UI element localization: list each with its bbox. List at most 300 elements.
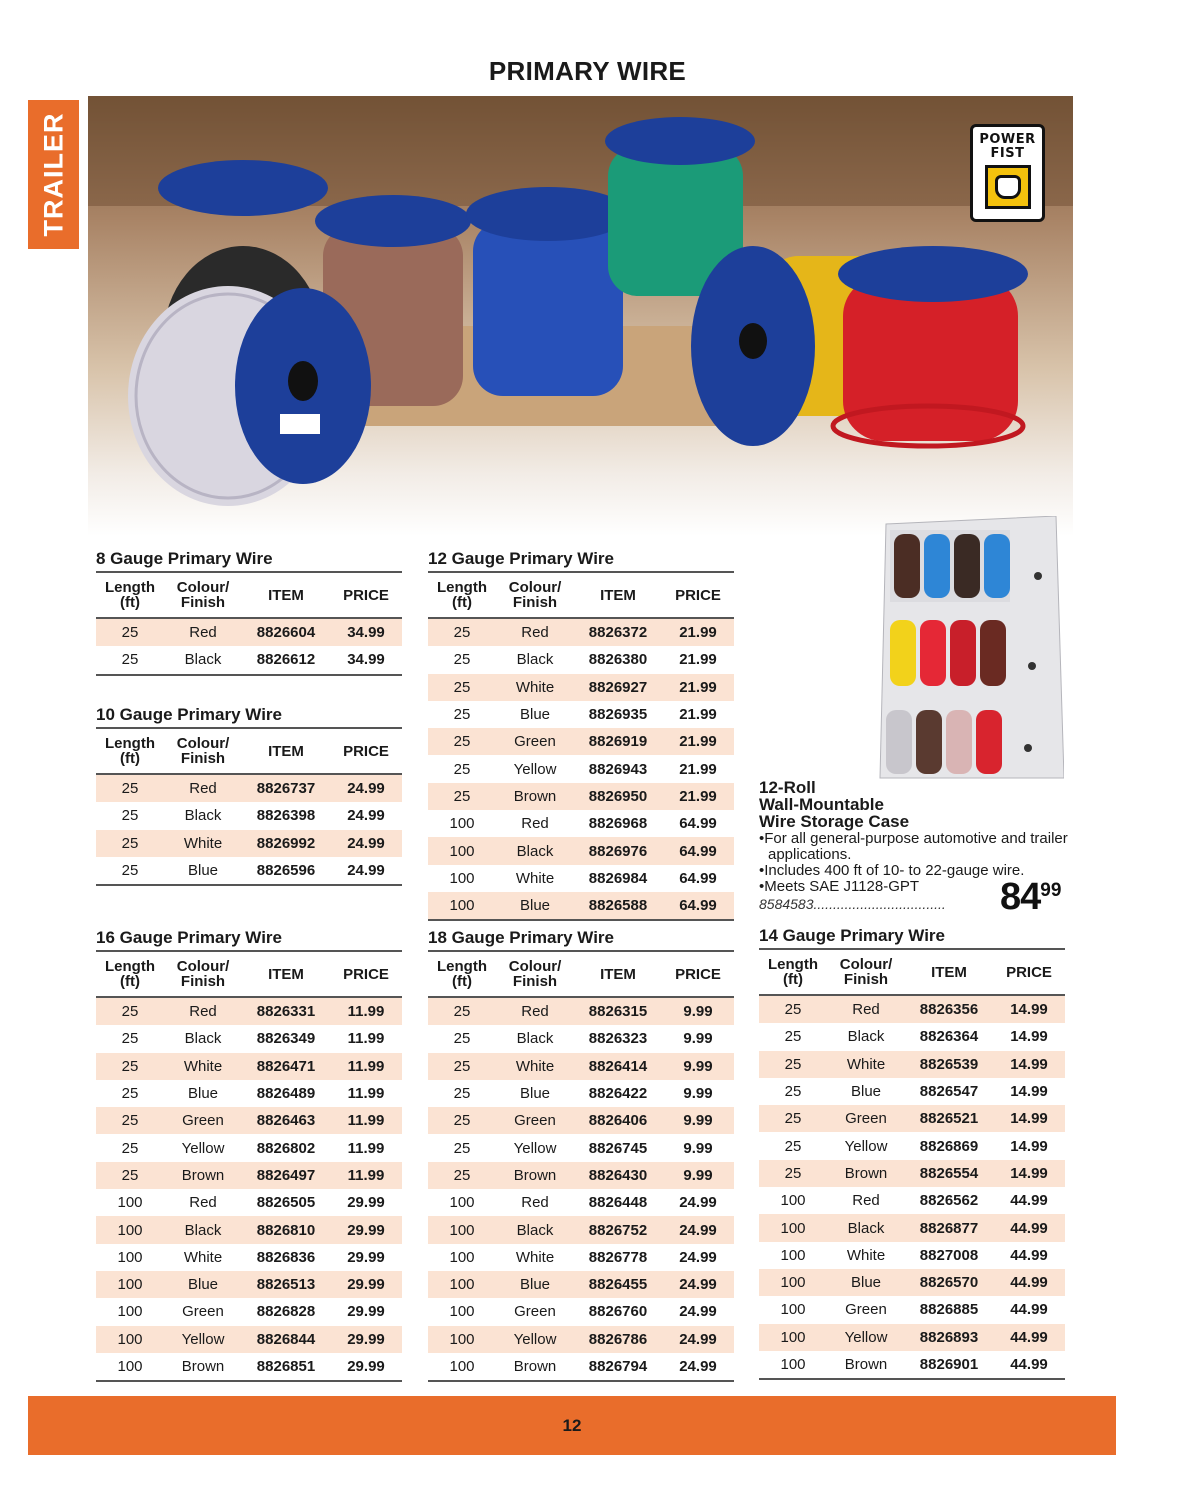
cell-item-number: 8826406 (588, 1112, 648, 1130)
cell-item-number: 8826398 (256, 807, 316, 825)
cell-price: 9.99 (683, 1003, 713, 1021)
cell-length: 25 (453, 1030, 471, 1048)
cell-price: 64.99 (679, 842, 717, 860)
table-body (96, 619, 402, 676)
table-row (428, 1298, 734, 1325)
cell-length: 100 (449, 897, 475, 915)
table-row (96, 1216, 402, 1243)
table-row (759, 1324, 1065, 1351)
cell-price: 9.99 (683, 1166, 713, 1184)
cell-colour: Blue (519, 1276, 551, 1294)
cell-price: 14.99 (1010, 1110, 1048, 1128)
cell-item-number: 8826364 (919, 1028, 979, 1046)
hero-product-photo (88, 96, 1073, 536)
cell-price: 29.99 (347, 1194, 385, 1212)
header-item: ITEM (931, 963, 967, 981)
cell-colour: Brown (844, 1356, 888, 1373)
cell-colour: Black (184, 807, 222, 825)
cell-length: 25 (121, 1139, 139, 1157)
cell-colour: Red (852, 1192, 880, 1210)
cell-colour: White (515, 869, 555, 887)
cell-length: 25 (121, 1166, 139, 1184)
cell-length: 100 (117, 1221, 143, 1239)
table-body (96, 998, 402, 1382)
cell-price: 9.99 (683, 1112, 713, 1130)
table-row (96, 1271, 402, 1298)
table-row (428, 1326, 734, 1353)
cell-length: 25 (121, 834, 139, 852)
cell-price: 44.99 (1010, 1274, 1048, 1292)
cell-length: 25 (453, 651, 471, 669)
price-cents: 99 (1040, 880, 1062, 901)
cell-price: 64.99 (679, 869, 717, 887)
cell-length: 25 (453, 787, 471, 805)
cell-item-number: 8826554 (919, 1164, 979, 1182)
cell-price: 11.99 (347, 1085, 385, 1103)
header-colour: Colour/ Finish (176, 579, 230, 611)
cell-price: 9.99 (683, 1139, 713, 1157)
table-row (428, 1216, 734, 1243)
cell-length: 25 (121, 807, 139, 825)
cell-item-number: 8826380 (588, 651, 648, 669)
cell-colour: Red (521, 1194, 549, 1212)
cell-length: 25 (121, 1003, 139, 1021)
table-row (759, 1105, 1065, 1132)
cell-length: 25 (453, 1139, 471, 1157)
cell-length: 100 (117, 1358, 143, 1375)
cell-length: 100 (780, 1274, 806, 1292)
cell-colour: Brown (513, 1358, 557, 1375)
header-colour: Colour/ Finish (176, 735, 230, 767)
table-row (428, 1080, 734, 1107)
cell-item-number: 8826836 (256, 1248, 316, 1266)
cell-price: 64.99 (679, 815, 717, 833)
cell-item-number: 8826612 (256, 651, 316, 669)
cell-length: 25 (453, 1166, 471, 1184)
cell-price: 44.99 (1010, 1219, 1048, 1237)
cell-item-number: 8826828 (256, 1303, 316, 1321)
cell-colour: Green (514, 733, 556, 751)
table-18-gauge (428, 926, 734, 1382)
brand-line-2: FIST (990, 146, 1025, 161)
table-row (759, 1023, 1065, 1050)
cell-length: 100 (449, 1358, 475, 1375)
cell-colour: Black (184, 1030, 222, 1048)
table-row (96, 1107, 402, 1134)
cell-item-number: 8826521 (919, 1110, 979, 1128)
header-colour: Colour/ Finish (508, 579, 562, 611)
cell-item-number: 8826877 (919, 1219, 979, 1237)
cell-colour: Red (189, 780, 217, 798)
cell-item-number: 8826786 (588, 1330, 648, 1348)
table-row (759, 1160, 1065, 1187)
cell-price: 14.99 (1010, 1083, 1048, 1101)
table-row (96, 1244, 402, 1271)
cell-price: 21.99 (679, 760, 717, 778)
cell-item-number: 8826448 (588, 1194, 648, 1212)
cell-length: 100 (117, 1248, 143, 1266)
cell-length: 25 (784, 1055, 802, 1073)
cell-length: 25 (453, 706, 471, 724)
cell-length: 25 (453, 1112, 471, 1130)
cell-colour: Black (847, 1219, 885, 1237)
table-row (428, 646, 734, 673)
cell-colour: Yellow (844, 1328, 888, 1346)
cell-colour: Green (182, 1112, 224, 1130)
cell-item-number: 8826760 (588, 1303, 648, 1321)
cell-colour: Brown (513, 1166, 557, 1184)
feature-bullet: • Includes 400 ft of 10- to 22-gauge wire. (759, 863, 1069, 879)
table-10-gauge (96, 703, 402, 886)
cell-length: 100 (449, 1303, 475, 1321)
cell-item-number: 8826984 (588, 869, 648, 887)
cell-length: 100 (780, 1301, 806, 1319)
cell-colour: Red (521, 1003, 549, 1021)
cell-colour: Brown (181, 1166, 225, 1184)
header-length: Length (ft) (105, 958, 155, 990)
cell-colour: Red (521, 624, 549, 642)
cell-item-number: 8826497 (256, 1166, 316, 1184)
price-dollars: 84 (1000, 876, 1041, 918)
table-title: 8 Gauge Primary Wire (96, 547, 402, 573)
fist-icon (985, 165, 1031, 209)
cell-price: 24.99 (679, 1358, 717, 1375)
cell-price: 24.99 (347, 780, 385, 798)
table-row (428, 810, 734, 837)
cell-colour: White (846, 1246, 886, 1264)
cell-item-number: 8826455 (588, 1276, 648, 1294)
cell-colour: Red (189, 624, 217, 642)
leader-dots: .................................. (813, 896, 946, 912)
cell-length: 25 (784, 1028, 802, 1046)
cell-item-number: 8826315 (588, 1003, 648, 1021)
cell-colour: Yellow (513, 1330, 557, 1348)
cell-item-number: 8826489 (256, 1085, 316, 1103)
cell-length: 100 (449, 815, 475, 833)
table-header (759, 950, 1065, 996)
cell-item-number: 8826471 (256, 1057, 316, 1075)
table-row (96, 802, 402, 829)
table-row (96, 1134, 402, 1161)
table-row (428, 1107, 734, 1134)
wire-spools-illustration (88, 96, 1073, 536)
cell-item-number: 8826752 (588, 1221, 648, 1239)
cell-colour: Brown (181, 1358, 225, 1375)
cell-price: 29.99 (347, 1303, 385, 1321)
cell-item-number: 8826604 (256, 624, 316, 642)
section-tab-label: TRAILER (38, 112, 68, 237)
table-row (428, 1134, 734, 1161)
cell-price: 11.99 (347, 1030, 385, 1048)
table-body (759, 996, 1065, 1380)
header-length: Length (ft) (105, 735, 155, 767)
cell-colour: Black (516, 651, 554, 669)
cell-item-number: 8826356 (919, 1001, 979, 1019)
cell-colour: Blue (187, 862, 219, 880)
cell-length: 100 (117, 1330, 143, 1348)
storage-case-title-1: 12-Roll (759, 778, 816, 797)
cell-price: 24.99 (679, 1276, 717, 1294)
table-12-gauge (428, 547, 734, 921)
table-row (96, 1353, 402, 1380)
table-row (428, 1271, 734, 1298)
cell-colour: Yellow (181, 1139, 225, 1157)
feature-bullet: • For all general-purpose automotive and trailer applications. (759, 831, 1069, 863)
cell-price: 11.99 (347, 1057, 385, 1075)
table-row (428, 755, 734, 782)
cell-length: 25 (784, 1083, 802, 1101)
cell-colour: Yellow (181, 1330, 225, 1348)
cell-price: 24.99 (679, 1194, 717, 1212)
cell-colour: Black (516, 1030, 554, 1048)
cell-item-number: 8826323 (588, 1030, 648, 1048)
cell-length: 25 (121, 624, 139, 642)
cell-length: 100 (780, 1356, 806, 1373)
cell-length: 25 (121, 780, 139, 798)
cell-item-number: 8826588 (588, 897, 648, 915)
header-item: ITEM (268, 965, 304, 983)
cell-length: 25 (453, 624, 471, 642)
header-price: PRICE (343, 965, 389, 983)
cell-colour: Black (516, 1221, 554, 1239)
header-price: PRICE (675, 965, 721, 983)
table-row (759, 1187, 1065, 1214)
cell-item-number: 8826596 (256, 862, 316, 880)
table-row (759, 1242, 1065, 1269)
cell-length: 25 (453, 678, 471, 696)
header-price: PRICE (1006, 963, 1052, 981)
table-body (428, 619, 734, 921)
cell-colour: Brown (513, 787, 557, 805)
table-row (428, 1189, 734, 1216)
cell-item-number: 8826349 (256, 1030, 316, 1048)
cell-colour: Red (852, 1001, 880, 1019)
cell-item-number: 8826562 (919, 1192, 979, 1210)
cell-price: 29.99 (347, 1276, 385, 1294)
table-body (96, 775, 402, 886)
cell-price: 44.99 (1010, 1328, 1048, 1346)
cell-item-number: 8826851 (256, 1358, 316, 1375)
cell-colour: Green (182, 1303, 224, 1321)
table-row (759, 1078, 1065, 1105)
cell-colour: Blue (519, 1085, 551, 1103)
cell-item-number: 8826802 (256, 1139, 316, 1157)
table-row (428, 728, 734, 755)
table-header (96, 729, 402, 775)
table-row (96, 998, 402, 1025)
page-number: 12 (562, 1415, 582, 1435)
cell-colour: White (183, 834, 223, 852)
cell-length: 25 (784, 1137, 802, 1155)
table-row (759, 1269, 1065, 1296)
cell-item-number: 8826414 (588, 1057, 648, 1075)
spool-blue (466, 187, 630, 396)
cell-item-number: 8826943 (588, 760, 648, 778)
cell-item-number: 8826810 (256, 1221, 316, 1239)
footer-bar (28, 1396, 1116, 1455)
cell-price: 21.99 (679, 651, 717, 669)
table-row (96, 1326, 402, 1353)
table-row (759, 996, 1065, 1023)
cell-item-number: 8826869 (919, 1137, 979, 1155)
spool-red (833, 246, 1028, 446)
cell-price: 44.99 (1010, 1246, 1048, 1264)
cell-colour: Red (189, 1194, 217, 1212)
cell-price: 29.99 (347, 1221, 385, 1239)
cell-colour: Black (516, 842, 554, 860)
table-row (428, 865, 734, 892)
cell-length: 25 (453, 733, 471, 751)
cell-price: 29.99 (347, 1358, 385, 1375)
cell-item-number: 8826372 (588, 624, 648, 642)
table-8-gauge (96, 547, 402, 676)
spool-white (128, 286, 371, 506)
table-row (96, 857, 402, 884)
header-length: Length (ft) (437, 579, 487, 611)
cell-price: 11.99 (347, 1003, 385, 1021)
brand-line-1: POWER (979, 132, 1036, 147)
cell-price: 14.99 (1010, 1137, 1048, 1155)
cell-length: 25 (121, 1030, 139, 1048)
spool-blue-label-yellow (691, 246, 815, 446)
cell-item-number: 8826547 (919, 1083, 979, 1101)
cell-colour: Black (184, 651, 222, 669)
wire-storage-case-photo (876, 516, 1064, 796)
cell-length: 100 (449, 842, 475, 860)
storage-case-illustration (876, 516, 1064, 796)
cell-colour: Black (184, 1221, 222, 1239)
table-row (96, 1162, 402, 1189)
cell-price: 21.99 (679, 733, 717, 751)
cell-price: 44.99 (1010, 1301, 1048, 1319)
table-title: 12 Gauge Primary Wire (428, 547, 734, 573)
table-row (96, 830, 402, 857)
power-fist-logo (970, 124, 1045, 222)
cell-length: 100 (117, 1303, 143, 1321)
cell-length: 25 (453, 1003, 471, 1021)
cell-length: 25 (121, 1112, 139, 1130)
table-row (96, 1053, 402, 1080)
table-row (96, 646, 402, 673)
table-row (96, 1025, 402, 1052)
cell-length: 25 (121, 862, 139, 880)
cell-price: 21.99 (679, 706, 717, 724)
table-row (96, 1298, 402, 1325)
cell-length: 100 (449, 1221, 475, 1239)
header-price: PRICE (343, 586, 389, 604)
cell-length: 25 (453, 1085, 471, 1103)
cell-colour: Yellow (513, 760, 557, 778)
storage-case-title-3: Wire Storage Case (759, 812, 910, 831)
cell-price: 29.99 (347, 1330, 385, 1348)
cell-colour: White (515, 1248, 555, 1266)
cell-price: 29.99 (347, 1248, 385, 1266)
cell-price: 44.99 (1010, 1356, 1048, 1373)
cell-colour: White (846, 1055, 886, 1073)
cell-item-number: 8826893 (919, 1328, 979, 1346)
cell-colour: Blue (187, 1276, 219, 1294)
cell-price: 14.99 (1010, 1164, 1048, 1182)
cell-colour: Yellow (844, 1137, 888, 1155)
table-body (428, 998, 734, 1382)
cell-length: 100 (780, 1246, 806, 1264)
cell-colour: Blue (519, 897, 551, 915)
cell-price: 64.99 (679, 897, 717, 915)
header-length: Length (ft) (768, 956, 818, 988)
header-price: PRICE (675, 586, 721, 604)
page-title: PRIMARY WIRE (488, 56, 687, 86)
table-title: 10 Gauge Primary Wire (96, 703, 402, 729)
section-tab-trailer[interactable] (28, 100, 79, 249)
table-header (428, 573, 734, 619)
cell-length: 100 (117, 1194, 143, 1212)
cell-item-number: 8826935 (588, 706, 648, 724)
cell-length: 100 (780, 1328, 806, 1346)
cell-colour: Blue (850, 1083, 882, 1101)
cell-price: 34.99 (347, 624, 385, 642)
cell-colour: White (515, 678, 555, 696)
cell-price: 14.99 (1010, 1055, 1048, 1073)
cell-item-number: 8826430 (588, 1166, 648, 1184)
table-title: 16 Gauge Primary Wire (96, 926, 402, 952)
header-length: Length (ft) (437, 958, 487, 990)
cell-length: 100 (780, 1219, 806, 1237)
cell-price: 24.99 (347, 834, 385, 852)
table-row (428, 701, 734, 728)
storage-case-price (1000, 876, 1061, 919)
cell-item-number: 8826463 (256, 1112, 316, 1130)
table-16-gauge (96, 926, 402, 1382)
table-row (428, 1053, 734, 1080)
cell-price: 11.99 (347, 1139, 385, 1157)
cell-length: 100 (780, 1192, 806, 1210)
cell-price: 24.99 (679, 1248, 717, 1266)
cell-length: 100 (449, 869, 475, 887)
cell-colour: Red (189, 1003, 217, 1021)
header-colour: Colour/ Finish (176, 958, 230, 990)
cell-length: 100 (449, 1248, 475, 1266)
header-colour: Colour/ Finish (839, 956, 893, 988)
cell-item-number: 8826976 (588, 842, 648, 860)
cell-colour: White (515, 1057, 555, 1075)
header-colour: Colour/ Finish (508, 958, 562, 990)
table-row (759, 1132, 1065, 1159)
cell-price: 21.99 (679, 624, 717, 642)
cell-price: 11.99 (347, 1166, 385, 1184)
table-row (759, 1296, 1065, 1323)
cell-colour: Black (847, 1028, 885, 1046)
cell-item-number: 8826927 (588, 678, 648, 696)
cell-item-number: 8826950 (588, 787, 648, 805)
cell-length: 25 (121, 651, 139, 669)
cell-colour: Blue (187, 1085, 219, 1103)
cell-price: 24.99 (679, 1221, 717, 1239)
table-row (96, 1080, 402, 1107)
feature-bullet: • Meets SAE J1128-GPT (759, 879, 1069, 895)
table-header (428, 952, 734, 998)
cell-item-number: 8826737 (256, 780, 316, 798)
table-row (428, 998, 734, 1025)
cell-length: 100 (449, 1194, 475, 1212)
table-title: 18 Gauge Primary Wire (428, 926, 734, 952)
table-row (96, 619, 402, 646)
cell-price: 44.99 (1010, 1192, 1048, 1210)
sku-number: 8584583 (759, 896, 814, 912)
cell-price: 21.99 (679, 787, 717, 805)
header-item: ITEM (600, 965, 636, 983)
table-row (759, 1051, 1065, 1078)
cell-price: 14.99 (1010, 1001, 1048, 1019)
